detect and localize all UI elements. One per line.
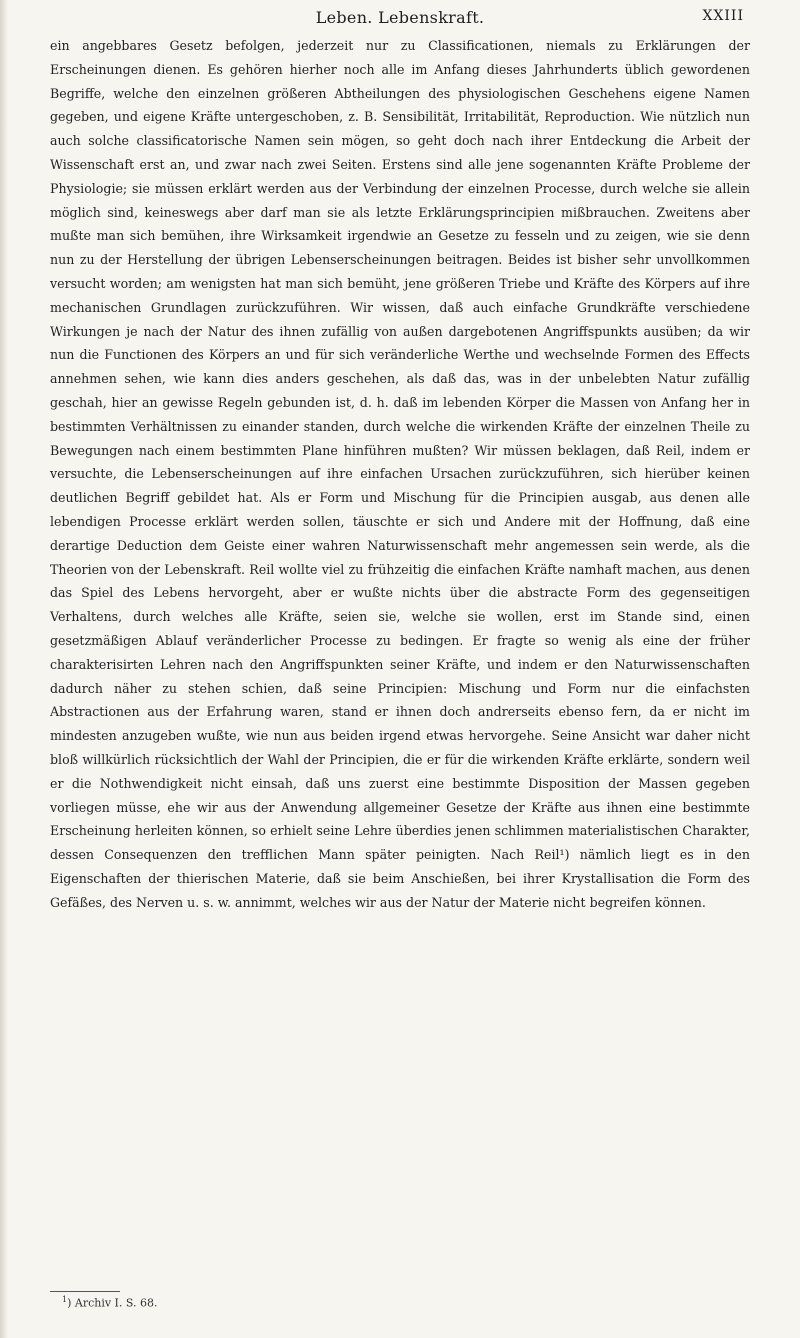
- page-number: XXIII: [702, 8, 744, 24]
- footnote-marker: 1: [62, 1295, 68, 1304]
- page-header: [50, 8, 750, 34]
- footnote-text: ) Archiv I. S. 68.: [67, 1296, 158, 1310]
- footnote: [62, 1295, 752, 1310]
- footnote-rule: [50, 1291, 120, 1292]
- running-head: Leben. Lebenskraft.: [315, 8, 485, 27]
- body-text: [50, 34, 750, 914]
- body-paragraph: ein angebbares Gesetz befolgen, jederzeit nur zu Classificationen, niemals zu Erklärungen der Erscheinungen dienen. Es gehören hierher noch alle im Anfang dieses Jahrhunderts üblich gewordenen Begriffe, welche den einzelnen größeren Abtheilungen des physiologischen Geschehens eigene Namen gegeben, und eigene Kräfte untergeschoben, z. B. Sensibilität, Irritabilität, Reproduction. Wie nützlich nun auch solche classificatorische Namen sein mögen, so geht doch nach ihrer Entdeckung die Arbeit der Wissenschaft erst an, und zwar nach zwei Seiten. Erstens sind alle jene sogenannten Kräfte Probleme der Physiologie; sie müssen erklärt werden aus der Verbindung der einzelnen Processe, durch welche sie allein möglich sind, keineswegs aber darf man sie als letzte Erklärungsprincipien mißbrauchen. Zweitens aber mußte man sich bemühen, ihre Wirksamkeit irgendwie an Gesetze zu fesseln und zu zeigen, wie sie denn nun zu der Herstellung der übrigen Lebenserscheinungen beitragen. Beides ist bisher sehr unvollkommen versucht worden; am wenigsten hat man sich bemüht, jene größeren Triebe und Kräfte des Körpers auf ihre mechanischen Grundlagen zurückzuführen. Wir wissen, daß auch einfache Grundkräfte verschiedene Wirkungen je nach der Natur des ihnen zufällig von außen dargebotenen Angriffspunkts ausüben; da wir nun die Functionen des Körpers an und für sich veränderliche Werthe und wechselnde Formen des Effects annehmen sehen, wie kann dies anders geschehen, als daß das, was in der unbelebten Natur zufällig geschah, hier an gewisse Regeln gebunden ist, d. h. daß im lebenden Körper die Massen von Anfang her in bestimmten Verhältnissen zu einander standen, durch welche die wirkenden Kräfte der einzelnen Theile zu Bewegungen nach einem bestimmten Plane hinführen mußten? Wir müssen beklagen, daß Reil, indem er versuchte, die Lebenserscheinungen auf ihre einfachen Ursachen zurückzuführen, sich hierüber keinen deutlichen Begriff gebildet hat. Als er Form und Mischung für die Principien ausgab, aus denen alle lebendigen Processe erklärt werden sollen, täuschte er sich und Andere mit der Hoffnung, daß eine derartige Deduction dem Geiste einer wahren Naturwissenschaft mehr angemessen sein werde, als die Theorien von der Lebenskraft. Reil wollte viel zu frühzeitig die einfachen Kräfte namhaft machen, aus denen das Spiel des Lebens hervorgeht, aber er wußte nichts über die abstracte Form des gegenseitigen Verhaltens, durch welches alle Kräfte, seien sie, welche sie wollen, erst im Stande sind, einen gesetzmäßigen Ablauf veränderlicher Processe zu bedingen. Er fragte so wenig als eine der früher charakterisirten Lehren nach den Angriffspunkten seiner Kräfte, und indem er den Naturwissenschaften dadurch näher zu stehen schien, daß seine Principien: Mischung und Form nur die einfachsten Abstractionen aus der Erfahrung waren, stand er ihnen doch andrerseits ebenso fern, da er nicht im mindesten anzugeben wußte, wie nun aus beiden irgend etwas hervorgehe. Seine Ansicht war daher nicht bloß willkürlich rücksichtlich der Wahl der Principien, die er für die wirkenden Kräfte erklärte, sondern weil er die Nothwendigkeit nicht einsah, daß uns zuerst eine bestimmte Disposition der Massen gegeben vorliegen müsse, ehe wir aus der Anwendung allgemeiner Gesetze der Kräfte aus ihnen eine bestimmte Erscheinung herleiten können, so erhielt seine Lehre überdies jenen schlimmen materialistischen Charakter, dessen Consequenzen den trefflichen Mann später peinigten. Nach Reil¹) nämlich liegt es in den Eigenschaften der thierischen Materie, daß sie beim Anschießen, bei ihrer Krystallisation die Form des Gefäßes, des Nerven u. s. w. annimmt, welches wir aus der Natur der Materie nicht begreifen können.: [50, 38, 750, 910]
- page-spine-shadow: [0, 0, 8, 1338]
